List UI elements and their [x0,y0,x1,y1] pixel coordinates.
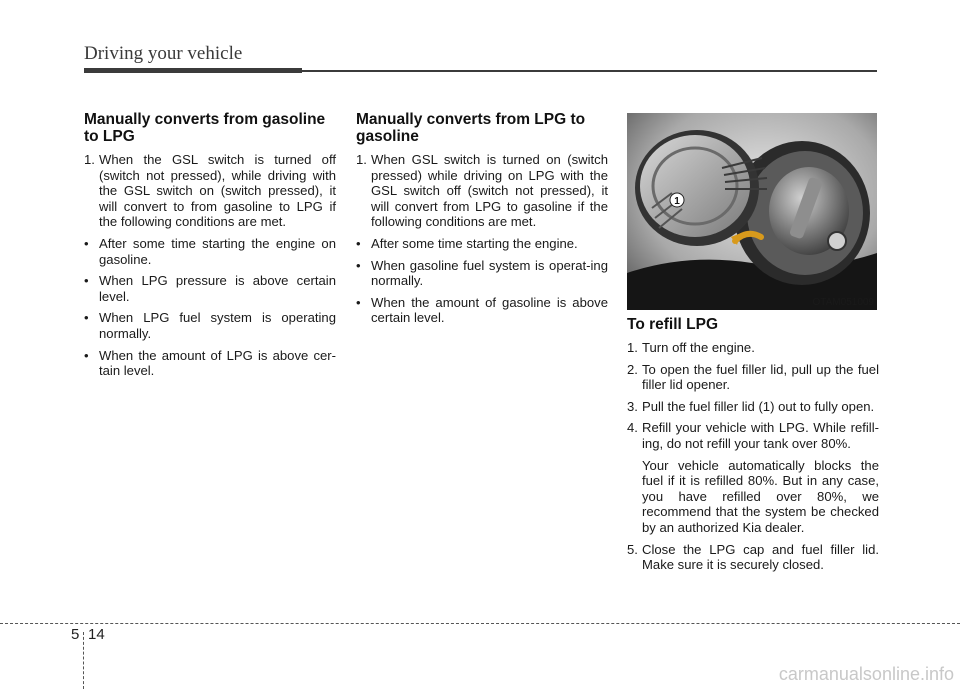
section-refill-lpg [627,316,879,579]
figure-code: OTAM051009 [812,297,874,308]
bullet-text: When LPG pressure is above certain level. [99,273,336,304]
section-gasoline-to-lpg [84,111,336,385]
step-item [84,152,336,230]
header-rule-thin [302,70,877,72]
step-item [627,399,879,415]
bullet-item [356,258,608,289]
step-item [627,542,879,573]
step-text: Pull the fuel filler lid (1) out to fully open. [642,398,875,414]
bullet-text: When LPG fuel system is operating normally. [99,310,336,341]
page-header-title: Driving your vehicle [84,43,243,64]
step-number: 5. [627,541,638,557]
chapter-number: 5 [71,626,80,643]
bullet-text: When the amount of LPG is above cer-tain level. [99,347,336,379]
bullet-text: When gasoline fuel system is operat-ing normally. [371,257,608,289]
step-item [356,152,608,230]
step-item [627,420,879,451]
section-heading: To refill LPG [627,316,718,333]
section-lpg-to-gasoline [356,111,608,332]
step-text: When the GSL switch is turned off (switch not pressed), while driving with the GSL switch on (switch pressed), it will convert to from gasoline to LPG if the following conditions are met. [99,152,336,230]
step-text: Turn off the engine. [642,340,755,355]
bullet-dot-icon: • [84,347,89,363]
callout-label: 1 [674,196,680,207]
step-text: Refill your vehicle with LPG. While refill-ing, do not refill your tank over 80%. [642,420,879,451]
bullet-text: After some time starting the engine. [371,235,578,251]
bullet-text: After some time starting the engine on gasoline. [99,235,336,267]
footer-divider [0,623,960,624]
step-number: 1. [84,152,95,167]
fuel-filler-figure [627,113,877,310]
bullet-item [84,348,336,379]
fuel-filler-illustration [627,113,877,310]
bullet-dot-icon: • [356,235,361,251]
step-text: Close the LPG cap and fuel filler lid. Make sure it is securely closed. [642,541,879,573]
bullet-item [84,273,336,304]
bullet-dot-icon: • [84,310,89,326]
step-item [627,362,879,393]
bullet-item [356,295,608,326]
step-text: To open the fuel filler lid, pull up the fuel filler lid opener. [642,361,879,393]
bullet-dot-icon: • [356,257,361,273]
bullet-dot-icon: • [84,273,89,289]
step-item [627,340,879,356]
step-number: 1. [627,340,638,355]
bullet-dot-icon: • [84,235,89,251]
step-text: When GSL switch is turned on (switch pressed) while driving on LPG with the GSL switch off (switch not pressed), it will convert from LPG to gasoline if the following conditions are met. [371,152,608,230]
step-number: 4. [627,420,638,436]
step-number: 1. [356,152,367,167]
bullet-item [84,236,336,267]
bullet-dot-icon: • [356,294,361,310]
bullet-item [84,310,336,341]
section-heading: Manually converts from LPG to gasoline [356,111,586,145]
refill-note: Your vehicle automatically blocks the fuel if it is refilled 80%. But in any case, you have refilled over 80%, we recommend that the system be checked by an authorized Kia dealer. [642,457,879,535]
step-number: 2. [627,361,638,377]
bullet-item [356,236,608,252]
bullet-text: When the amount of gasoline is above certain level. [371,294,608,326]
footer-vertical-divider [83,632,84,689]
header-rule-thick [84,68,302,73]
section-heading: Manually converts from gasoline to LPG [84,111,326,145]
page-number: 14 [88,626,105,643]
watermark: carmanualsonline.info [778,664,954,684]
step-number: 3. [627,398,638,414]
